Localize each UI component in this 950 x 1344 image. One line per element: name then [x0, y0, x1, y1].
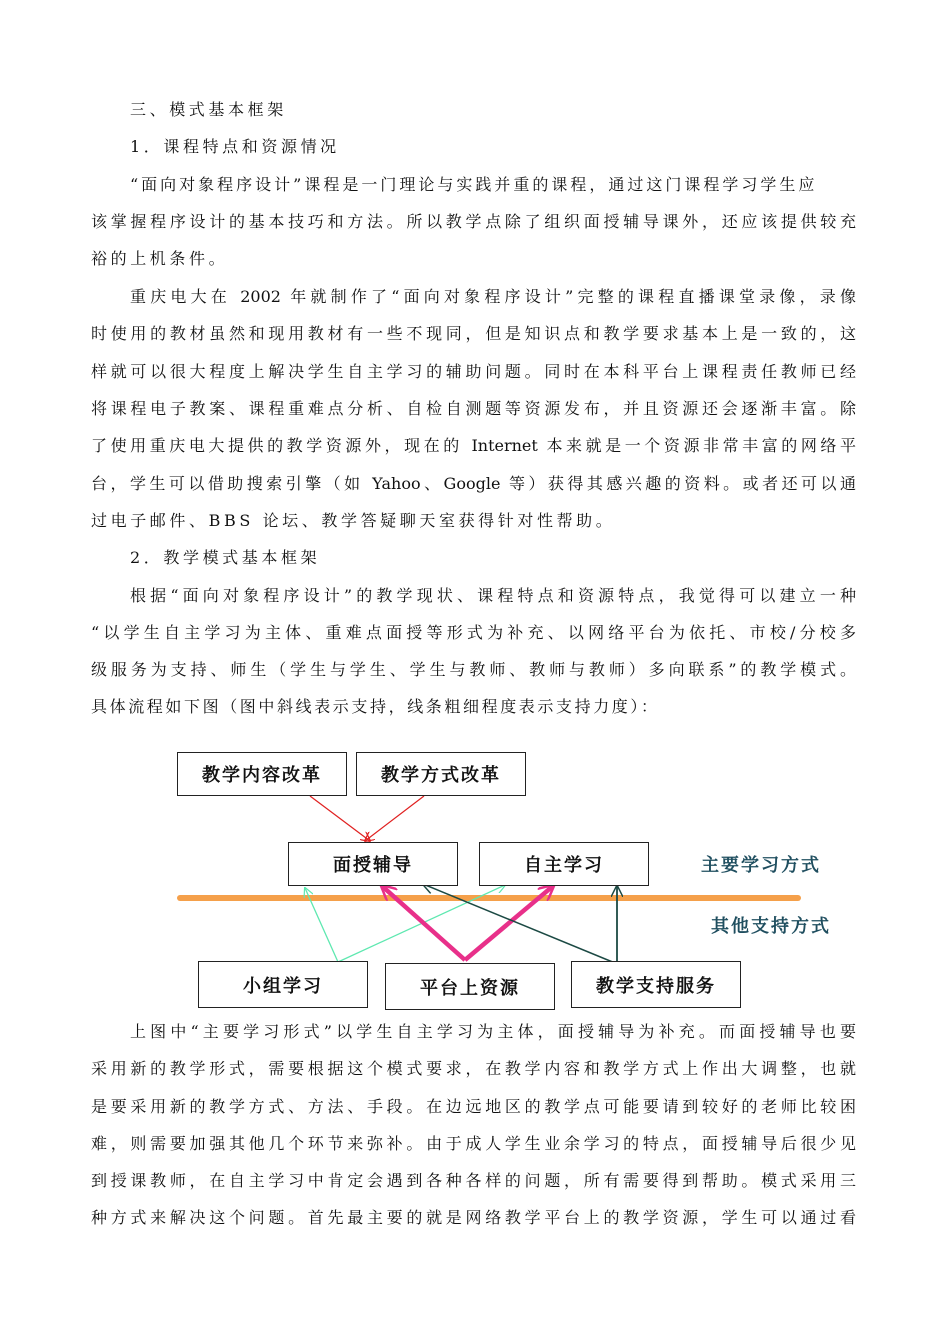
para2-line-2: 时使用的教材虽然和现用教材有一些不现同，但是知识点和教学要求基本上是一致的，这 — [91, 324, 856, 343]
para2-line-5: 了使用重庆电大提供的教学资源外，现在的 Internet 本来就是一个资源非常丰富的网络平 — [91, 436, 856, 455]
para4-line-4: 到授课教师，在自主学习中肯定会遇到各种各样的问题，所有需要得到帮助。模式采用三 — [91, 1171, 856, 1190]
para4-line-2: 是要采用新的教学方式、方法、手段。在边远地区的教学点可能要请到较好的老师比较困 — [91, 1097, 856, 1116]
box-self-study: 自主学习 — [479, 842, 649, 886]
subheading-2: 2．教学模式基本框架 — [130, 548, 321, 567]
arrow-method-to-face — [365, 796, 424, 841]
box-platform-resources: 平台上资源 — [385, 963, 555, 1010]
para2-line-4: 将课程电子教案、课程重难点分析、自检自测题等资源发布，并且资源还会逐渐丰富。除 — [91, 399, 856, 418]
box-teaching-content-reform: 教学内容改革 — [177, 752, 347, 796]
para1-line-2: 该掌握程序设计的基本技巧和方法。所以教学点除了组织面授辅导课外，还应该提供较充 — [91, 212, 856, 231]
para3-line-2: “以学生自主学习为主体、重难点面授等形式为补充、以网络平台为依托、市校/分校多 — [91, 623, 856, 642]
para2-line-6: 台，学生可以借助搜索引擎（如 Yahoo、Google 等）获得其感兴趣的资料。或者还可以通 — [91, 474, 856, 493]
para1-line-1: “面向对象程序设计”课程是一门理论与实践并重的课程，通过这门课程学习学生应 — [130, 175, 818, 194]
para4-line-partial: 上图中“主要学习形式”以学生自主学习为主体，面授辅导为补充。而面授辅导也要 — [130, 1022, 856, 1041]
para4-line-1: 采用新的教学形式，需要根据这个模式要求，在教学内容和教学方式上作出大调整，也就 — [91, 1059, 856, 1078]
para2-line-1: 重庆电大在 2002 年就制作了“面向对象程序设计”完整的课程直播课堂录像，录像 — [130, 287, 856, 306]
para2-line-7: 过电子邮件、BBS 论坛、教学答疑聊天室获得针对性帮助。 — [91, 511, 616, 530]
para1-line-3: 裕的上机条件。 — [91, 249, 229, 268]
arrow-content-to-face — [310, 796, 370, 841]
box-teaching-support-services: 教学支持服务 — [571, 961, 741, 1008]
para3-line-4: 具体流程如下图（图中斜线表示支持，线条粗细程度表示支持力度）： — [91, 697, 660, 716]
para3-line-1: 根据“面向对象程序设计”的教学现状、课程特点和资源特点，我觉得可以建立一种 — [130, 586, 856, 605]
box-group-study: 小组学习 — [198, 961, 368, 1008]
label-main-learning-mode: 主要学习方式 — [701, 855, 821, 876]
section-heading: 三、模式基本框架 — [130, 100, 287, 119]
para3-line-3: 级服务为支持、师生（学生与学生、学生与教师、教师与教师）多向联系”的教学模式。 — [91, 660, 856, 679]
para2-line-3: 样就可以很大程度上解决学生自主学习的辅助问题。同时在本科平台上课程责任教师已经 — [91, 362, 856, 381]
box-teaching-method-reform: 教学方式改革 — [356, 752, 526, 796]
box-face-to-face-tutoring: 面授辅导 — [288, 842, 458, 886]
para4-line-5: 种方式来解决这个问题。首先最主要的就是网络教学平台上的教学资源，学生可以通过看 — [91, 1208, 856, 1227]
para4-line-3: 难，则需要加强其他几个环节来弥补。由于成人学生业余学习的特点，面授辅导后很少见 — [91, 1134, 856, 1153]
subheading-1: 1．课程特点和资源情况 — [130, 137, 340, 156]
label-other-support-mode: 其他支持方式 — [711, 916, 831, 937]
